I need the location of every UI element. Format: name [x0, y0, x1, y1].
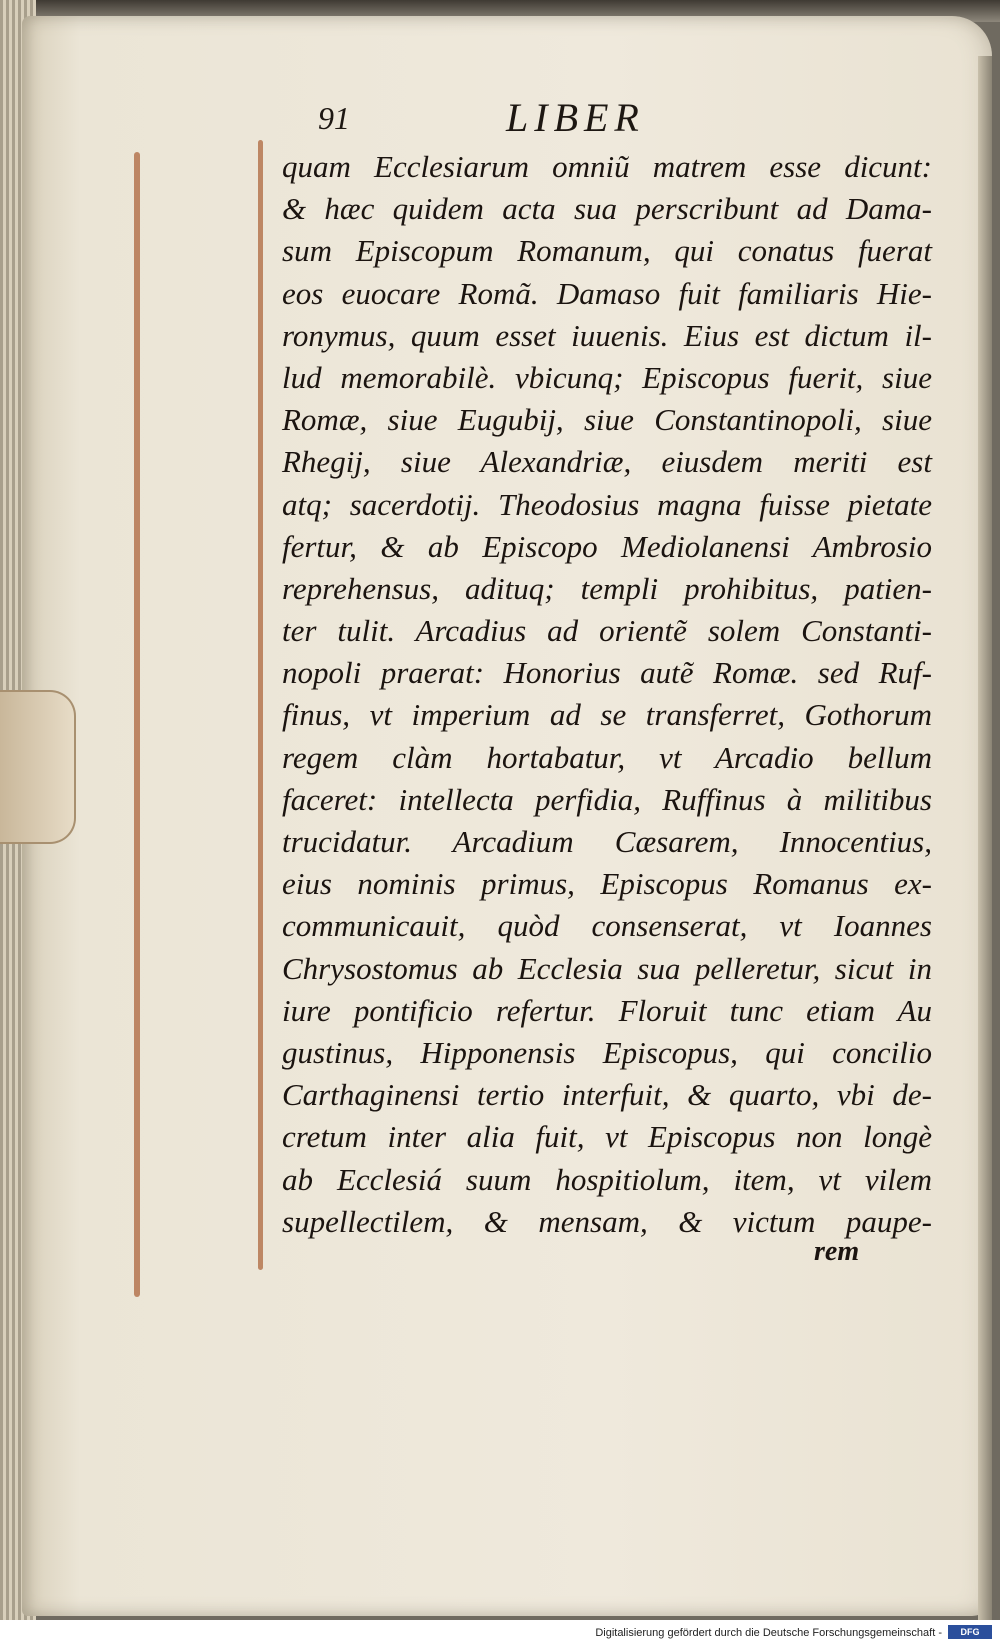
- text-line: lud memorabilè. vbicunq; Episcopus fuerit, siue: [282, 359, 932, 395]
- text-line: eos euocare Romã. Damaso fuit familiaris Hie-: [282, 275, 932, 311]
- text-line: trucidatur. Arcadium Cæsarem, Innocentius,: [282, 824, 932, 859]
- text-line: quam Ecclesiarum omniũ matrem esse dicunt:: [282, 149, 932, 184]
- text-line: communicauit, quòd consenserat, vt Ioannes: [282, 908, 932, 944]
- page-right-edge: [978, 56, 992, 1620]
- funding-credit: Digitalisierung gefördert durch die Deutsche Forschungsgemeinschaft -: [595, 1627, 942, 1639]
- text-line: cretum inter alia fuit, vt Episcopus non longè: [282, 1119, 932, 1155]
- text-line: sum Episcopum Romanum, qui conatus fuerat: [282, 233, 932, 269]
- page-number: 91: [318, 100, 350, 136]
- text-line: Chrysostomus ab Ecclesia sua pelleretur, sicut in: [282, 950, 932, 986]
- text-line: ronymus, quum esset iuuenis. Eius est dictum il-: [282, 317, 932, 353]
- margin-rule-right: [258, 140, 263, 1270]
- text-line: iure pontificio refertur. Floruit tunc etiam Au: [282, 992, 932, 1028]
- text-line: eius nominis primus, Episcopus Romanus ex-: [282, 866, 932, 902]
- digitization-footer: [0, 1620, 1000, 1646]
- text-line: nopoli praerat: Honorius autẽ Romæ. sed Ruf-: [282, 655, 932, 691]
- text-line: finus, vt imperium ad se transferret, Gothorum: [282, 697, 932, 733]
- bookmark-clip: [0, 690, 76, 844]
- body-text: [282, 146, 932, 1243]
- text-line: ab Ecclesiá suum hospitiolum, item, vt vilem: [282, 1161, 932, 1197]
- text-line: atq; sacerdotij. Theodosius magna fuisse pietate: [282, 486, 932, 522]
- text-line: Rhegij, siue Alexandriæ, eiusdem meriti est: [282, 444, 932, 480]
- text-line: gustinus, Hipponensis Episcopus, qui concilio: [282, 1034, 932, 1070]
- text-line: regem clàm hortabatur, vt Arcadio bellum: [282, 739, 932, 775]
- text-line: reprehensus, adituq; templi prohibitus, patien-: [282, 570, 932, 606]
- page-header: [318, 94, 718, 144]
- text-line: supellectilem, & mensam, & victum paupe-: [282, 1203, 932, 1239]
- catchword: rem: [814, 1236, 860, 1267]
- margin-rule-left: [134, 152, 140, 1297]
- text-line: Carthaginensi tertio interfuit, & quarto, vbi de-: [282, 1077, 932, 1113]
- text-line: faceret: intellecta perfidia, Ruffinus à militibus: [282, 781, 932, 817]
- text-line: ter tulit. Arcadius ad orientẽ solem Constanti-: [282, 613, 932, 649]
- running-title: LIBER: [506, 95, 645, 140]
- text-line: Romæ, siue Eugubij, siue Constantinopoli, siue: [282, 402, 932, 438]
- dfg-logo: DFG: [948, 1625, 992, 1639]
- text-line: fertur, & ab Episcopo Mediolanensi Ambrosio: [282, 528, 932, 564]
- text-line: & hæc quidem acta sua perscribunt ad Dama-: [282, 191, 932, 227]
